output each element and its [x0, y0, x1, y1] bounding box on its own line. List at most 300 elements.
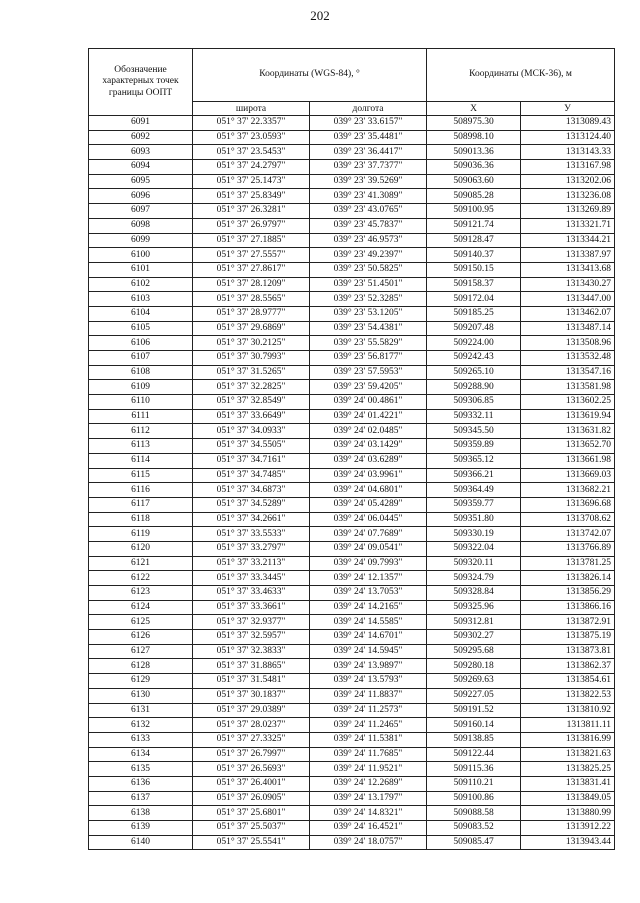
x-coordinate: 509242.43 [427, 351, 521, 366]
table-row [89, 776, 615, 791]
longitude: 039° 24' 13.9897" [310, 659, 427, 674]
point-id: 6117 [89, 497, 193, 512]
y-coordinate: 1313631.82 [521, 424, 615, 439]
latitude: 051° 37' 27.8617" [193, 262, 310, 277]
table-row [89, 365, 615, 380]
latitude: 051° 37' 26.4001" [193, 776, 310, 791]
table-row [89, 130, 615, 145]
latitude: 051° 37' 23.0593" [193, 130, 310, 145]
x-coordinate: 509128.47 [427, 233, 521, 248]
latitude: 051° 37' 28.1209" [193, 277, 310, 292]
header-msk: Координаты (МСК-36), м [427, 49, 615, 102]
latitude: 051° 37' 32.2825" [193, 380, 310, 395]
longitude: 039° 24' 14.2165" [310, 600, 427, 615]
table-row [89, 380, 615, 395]
x-coordinate: 509185.25 [427, 306, 521, 321]
page-number: 202 [310, 8, 330, 23]
point-id: 6119 [89, 527, 193, 542]
table-row [89, 395, 615, 410]
header-point: Обозначение характерных точек границы ООПТ [89, 49, 193, 116]
latitude: 051° 37' 31.8865" [193, 659, 310, 674]
x-coordinate: 509312.81 [427, 615, 521, 630]
point-id: 6113 [89, 439, 193, 454]
x-coordinate: 509085.28 [427, 189, 521, 204]
point-id: 6139 [89, 821, 193, 836]
longitude: 039° 23' 59.4205" [310, 380, 427, 395]
longitude: 039° 24' 09.7993" [310, 556, 427, 571]
table-row [89, 321, 615, 336]
y-coordinate: 1313124.40 [521, 130, 615, 145]
x-coordinate: 509140.37 [427, 248, 521, 263]
point-id: 6125 [89, 615, 193, 630]
y-coordinate: 1313810.92 [521, 703, 615, 718]
longitude: 039° 24' 12.2689" [310, 776, 427, 791]
table-row [89, 571, 615, 586]
latitude: 051° 37' 26.5693" [193, 762, 310, 777]
x-coordinate: 509351.80 [427, 512, 521, 527]
latitude: 051° 37' 33.3445" [193, 571, 310, 586]
y-coordinate: 1313708.62 [521, 512, 615, 527]
point-id: 6131 [89, 703, 193, 718]
latitude: 051° 37' 32.5957" [193, 630, 310, 645]
table-row [89, 116, 615, 131]
point-id: 6101 [89, 262, 193, 277]
table-row [89, 732, 615, 747]
point-id: 6100 [89, 248, 193, 263]
x-coordinate: 509160.14 [427, 718, 521, 733]
latitude: 051° 37' 32.9377" [193, 615, 310, 630]
table-row [89, 527, 615, 542]
point-id: 6129 [89, 674, 193, 689]
point-id: 6123 [89, 586, 193, 601]
longitude: 039° 23' 35.4481" [310, 130, 427, 145]
latitude: 051° 37' 34.2661" [193, 512, 310, 527]
latitude: 051° 37' 33.2797" [193, 541, 310, 556]
longitude: 039° 24' 09.0541" [310, 541, 427, 556]
x-coordinate: 509191.52 [427, 703, 521, 718]
y-coordinate: 1313872.91 [521, 615, 615, 630]
table-body [89, 116, 615, 850]
point-id: 6110 [89, 395, 193, 410]
table-row [89, 821, 615, 836]
header-wgs: Координаты (WGS-84), ° [193, 49, 427, 102]
y-coordinate: 1313856.29 [521, 586, 615, 601]
x-coordinate: 509207.48 [427, 321, 521, 336]
point-id: 6096 [89, 189, 193, 204]
table-row [89, 292, 615, 307]
longitude: 039° 23' 52.3285" [310, 292, 427, 307]
point-id: 6138 [89, 806, 193, 821]
x-coordinate: 509088.58 [427, 806, 521, 821]
y-coordinate: 1313547.16 [521, 365, 615, 380]
latitude: 051° 37' 28.5565" [193, 292, 310, 307]
x-coordinate: 509288.90 [427, 380, 521, 395]
point-id: 6137 [89, 791, 193, 806]
table-row [89, 145, 615, 160]
point-id: 6097 [89, 204, 193, 219]
latitude: 051° 37' 33.4633" [193, 586, 310, 601]
latitude: 051° 37' 32.8549" [193, 395, 310, 410]
header-x: X [427, 102, 521, 116]
x-coordinate: 509332.11 [427, 409, 521, 424]
table-row [89, 468, 615, 483]
point-id: 6106 [89, 336, 193, 351]
x-coordinate: 509036.36 [427, 160, 521, 175]
table-row [89, 659, 615, 674]
longitude: 039° 24' 11.8837" [310, 688, 427, 703]
x-coordinate: 509100.86 [427, 791, 521, 806]
header-lon: долгота [310, 102, 427, 116]
longitude: 039° 23' 43.0765" [310, 204, 427, 219]
table-row [89, 497, 615, 512]
longitude: 039° 24' 05.4289" [310, 497, 427, 512]
x-coordinate: 509013.36 [427, 145, 521, 160]
latitude: 051° 37' 25.5037" [193, 821, 310, 836]
y-coordinate: 1313652.70 [521, 439, 615, 454]
longitude: 039° 23' 33.6157" [310, 116, 427, 131]
longitude: 039° 24' 14.8321" [310, 806, 427, 821]
longitude: 039° 23' 50.5825" [310, 262, 427, 277]
longitude: 039° 23' 55.5829" [310, 336, 427, 351]
x-coordinate: 509280.18 [427, 659, 521, 674]
latitude: 051° 37' 26.3281" [193, 204, 310, 219]
point-id: 6108 [89, 365, 193, 380]
table-row [89, 351, 615, 366]
table-row [89, 306, 615, 321]
x-coordinate: 508975.30 [427, 116, 521, 131]
y-coordinate: 1313849.05 [521, 791, 615, 806]
point-id: 6136 [89, 776, 193, 791]
table-row [89, 791, 615, 806]
y-coordinate: 1313269.89 [521, 204, 615, 219]
table-row [89, 483, 615, 498]
longitude: 039° 24' 11.9521" [310, 762, 427, 777]
longitude: 039° 23' 56.8177" [310, 351, 427, 366]
table-row [89, 160, 615, 175]
y-coordinate: 1313413.68 [521, 262, 615, 277]
y-coordinate: 1313696.68 [521, 497, 615, 512]
y-coordinate: 1313854.61 [521, 674, 615, 689]
latitude: 051° 37' 26.9797" [193, 218, 310, 233]
longitude: 039° 24' 04.6801" [310, 483, 427, 498]
y-coordinate: 1313822.53 [521, 688, 615, 703]
point-id: 6098 [89, 218, 193, 233]
table-row [89, 630, 615, 645]
longitude: 039° 24' 03.9961" [310, 468, 427, 483]
y-coordinate: 1313661.98 [521, 453, 615, 468]
x-coordinate: 509115.36 [427, 762, 521, 777]
x-coordinate: 509365.12 [427, 453, 521, 468]
table-row [89, 204, 615, 219]
longitude: 039° 24' 03.1429" [310, 439, 427, 454]
y-coordinate: 1313831.41 [521, 776, 615, 791]
latitude: 051° 37' 34.6873" [193, 483, 310, 498]
latitude: 051° 37' 34.7485" [193, 468, 310, 483]
point-id: 6128 [89, 659, 193, 674]
table-row [89, 747, 615, 762]
table-row [89, 688, 615, 703]
latitude: 051° 37' 29.0389" [193, 703, 310, 718]
x-coordinate: 509366.21 [427, 468, 521, 483]
x-coordinate: 509138.85 [427, 732, 521, 747]
latitude: 051° 37' 27.5557" [193, 248, 310, 263]
latitude: 051° 37' 27.3325" [193, 732, 310, 747]
point-id: 6127 [89, 644, 193, 659]
table-row [89, 189, 615, 204]
table-row [89, 718, 615, 733]
y-coordinate: 1313742.07 [521, 527, 615, 542]
table-row [89, 174, 615, 189]
point-id: 6135 [89, 762, 193, 777]
latitude: 051° 37' 30.2125" [193, 336, 310, 351]
latitude: 051° 37' 26.7997" [193, 747, 310, 762]
x-coordinate: 509110.21 [427, 776, 521, 791]
table-row [89, 248, 615, 263]
y-coordinate: 1313487.14 [521, 321, 615, 336]
y-coordinate: 1313862.37 [521, 659, 615, 674]
x-coordinate: 509324.79 [427, 571, 521, 586]
x-coordinate: 509330.19 [427, 527, 521, 542]
y-coordinate: 1313873.81 [521, 644, 615, 659]
point-id: 6103 [89, 292, 193, 307]
x-coordinate: 509265.10 [427, 365, 521, 380]
x-coordinate: 509345.50 [427, 424, 521, 439]
table-row [89, 806, 615, 821]
longitude: 039° 24' 06.0445" [310, 512, 427, 527]
latitude: 051° 37' 25.6801" [193, 806, 310, 821]
point-id: 6114 [89, 453, 193, 468]
point-id: 6104 [89, 306, 193, 321]
longitude: 039° 24' 07.7689" [310, 527, 427, 542]
longitude: 039° 23' 46.9573" [310, 233, 427, 248]
y-coordinate: 1313143.33 [521, 145, 615, 160]
latitude: 051° 37' 22.3357" [193, 116, 310, 131]
point-id: 6122 [89, 571, 193, 586]
longitude: 039° 23' 36.4417" [310, 145, 427, 160]
latitude: 051° 37' 30.1837" [193, 688, 310, 703]
x-coordinate: 509364.49 [427, 483, 521, 498]
y-coordinate: 1313943.44 [521, 835, 615, 850]
x-coordinate: 508998.10 [427, 130, 521, 145]
x-coordinate: 509295.68 [427, 644, 521, 659]
y-coordinate: 1313826.14 [521, 571, 615, 586]
y-coordinate: 1313912.22 [521, 821, 615, 836]
latitude: 051° 37' 31.5265" [193, 365, 310, 380]
y-coordinate: 1313880.99 [521, 806, 615, 821]
point-id: 6126 [89, 630, 193, 645]
point-id: 6109 [89, 380, 193, 395]
x-coordinate: 509328.84 [427, 586, 521, 601]
y-coordinate: 1313089.43 [521, 116, 615, 131]
longitude: 039° 23' 39.5269" [310, 174, 427, 189]
y-coordinate: 1313430.27 [521, 277, 615, 292]
y-coordinate: 1313825.25 [521, 762, 615, 777]
point-id: 6120 [89, 541, 193, 556]
x-coordinate: 509325.96 [427, 600, 521, 615]
latitude: 051° 37' 23.5453" [193, 145, 310, 160]
x-coordinate: 509085.47 [427, 835, 521, 850]
longitude: 039° 23' 57.5953" [310, 365, 427, 380]
longitude: 039° 23' 45.7837" [310, 218, 427, 233]
point-id: 6105 [89, 321, 193, 336]
longitude: 039° 23' 37.7377" [310, 160, 427, 175]
x-coordinate: 509302.27 [427, 630, 521, 645]
point-id: 6121 [89, 556, 193, 571]
x-coordinate: 509224.00 [427, 336, 521, 351]
table-row [89, 556, 615, 571]
latitude: 051° 37' 24.2797" [193, 160, 310, 175]
table-row [89, 262, 615, 277]
y-coordinate: 1313821.63 [521, 747, 615, 762]
table-row [89, 512, 615, 527]
point-id: 6092 [89, 130, 193, 145]
longitude: 039° 23' 51.4501" [310, 277, 427, 292]
x-coordinate: 509122.44 [427, 747, 521, 762]
y-coordinate: 1313202.06 [521, 174, 615, 189]
longitude: 039° 24' 11.7685" [310, 747, 427, 762]
point-id: 6099 [89, 233, 193, 248]
longitude: 039° 24' 02.0485" [310, 424, 427, 439]
point-id: 6130 [89, 688, 193, 703]
x-coordinate: 509306.85 [427, 395, 521, 410]
table-row [89, 453, 615, 468]
table-row [89, 409, 615, 424]
point-id: 6115 [89, 468, 193, 483]
x-coordinate: 509121.74 [427, 218, 521, 233]
latitude: 051° 37' 27.1885" [193, 233, 310, 248]
table-row [89, 233, 615, 248]
table-row [89, 835, 615, 850]
table-row [89, 644, 615, 659]
longitude: 039° 23' 41.3089" [310, 189, 427, 204]
x-coordinate: 509083.52 [427, 821, 521, 836]
longitude: 039° 24' 03.6289" [310, 453, 427, 468]
x-coordinate: 509150.15 [427, 262, 521, 277]
x-coordinate: 509269.63 [427, 674, 521, 689]
point-id: 6094 [89, 160, 193, 175]
y-coordinate: 1313462.07 [521, 306, 615, 321]
longitude: 039° 24' 14.6701" [310, 630, 427, 645]
y-coordinate: 1313447.00 [521, 292, 615, 307]
x-coordinate: 509359.89 [427, 439, 521, 454]
longitude: 039° 23' 49.2397" [310, 248, 427, 263]
y-coordinate: 1313321.71 [521, 218, 615, 233]
point-id: 6111 [89, 409, 193, 424]
x-coordinate: 509359.77 [427, 497, 521, 512]
longitude: 039° 23' 53.1205" [310, 306, 427, 321]
y-coordinate: 1313508.96 [521, 336, 615, 351]
x-coordinate: 509320.11 [427, 556, 521, 571]
point-id: 6102 [89, 277, 193, 292]
longitude: 039° 24' 14.5945" [310, 644, 427, 659]
longitude: 039° 24' 11.2573" [310, 703, 427, 718]
y-coordinate: 1313236.08 [521, 189, 615, 204]
point-id: 6116 [89, 483, 193, 498]
point-id: 6134 [89, 747, 193, 762]
point-id: 6132 [89, 718, 193, 733]
y-coordinate: 1313669.03 [521, 468, 615, 483]
longitude: 039° 24' 18.0757" [310, 835, 427, 850]
y-coordinate: 1313581.98 [521, 380, 615, 395]
latitude: 051° 37' 32.3833" [193, 644, 310, 659]
table-row [89, 762, 615, 777]
table-row [89, 277, 615, 292]
latitude: 051° 37' 26.0905" [193, 791, 310, 806]
latitude: 051° 37' 31.5481" [193, 674, 310, 689]
point-id: 6095 [89, 174, 193, 189]
point-id: 6133 [89, 732, 193, 747]
coordinates-table [88, 48, 615, 850]
y-coordinate: 1313875.19 [521, 630, 615, 645]
y-coordinate: 1313781.25 [521, 556, 615, 571]
latitude: 051° 37' 34.5505" [193, 439, 310, 454]
longitude: 039° 24' 13.5793" [310, 674, 427, 689]
y-coordinate: 1313811.11 [521, 718, 615, 733]
latitude: 051° 37' 33.5533" [193, 527, 310, 542]
longitude: 039° 24' 00.4861" [310, 395, 427, 410]
x-coordinate: 509063.60 [427, 174, 521, 189]
point-id: 6140 [89, 835, 193, 850]
latitude: 051° 37' 34.7161" [193, 453, 310, 468]
x-coordinate: 509172.04 [427, 292, 521, 307]
longitude: 039° 24' 13.1797" [310, 791, 427, 806]
table-row [89, 600, 615, 615]
longitude: 039° 23' 54.4381" [310, 321, 427, 336]
latitude: 051° 37' 34.0933" [193, 424, 310, 439]
point-id: 6091 [89, 116, 193, 131]
longitude: 039° 24' 16.4521" [310, 821, 427, 836]
table-row [89, 541, 615, 556]
y-coordinate: 1313167.98 [521, 160, 615, 175]
header-lat: широта [193, 102, 310, 116]
y-coordinate: 1313387.97 [521, 248, 615, 263]
latitude: 051° 37' 25.8349" [193, 189, 310, 204]
longitude: 039° 24' 01.4221" [310, 409, 427, 424]
longitude: 039° 24' 11.2465" [310, 718, 427, 733]
point-id: 6107 [89, 351, 193, 366]
latitude: 051° 37' 33.6649" [193, 409, 310, 424]
latitude: 051° 37' 34.5289" [193, 497, 310, 512]
table-row [89, 674, 615, 689]
longitude: 039° 24' 13.7053" [310, 586, 427, 601]
y-coordinate: 1313766.89 [521, 541, 615, 556]
point-id: 6118 [89, 512, 193, 527]
table-row [89, 703, 615, 718]
longitude: 039° 24' 12.1357" [310, 571, 427, 586]
latitude: 051° 37' 30.7993" [193, 351, 310, 366]
longitude: 039° 24' 11.5381" [310, 732, 427, 747]
x-coordinate: 509158.37 [427, 277, 521, 292]
longitude: 039° 24' 14.5585" [310, 615, 427, 630]
table-row [89, 218, 615, 233]
point-id: 6093 [89, 145, 193, 160]
latitude: 051° 37' 33.2113" [193, 556, 310, 571]
table-row [89, 586, 615, 601]
table-row [89, 424, 615, 439]
y-coordinate: 1313816.99 [521, 732, 615, 747]
y-coordinate: 1313344.21 [521, 233, 615, 248]
latitude: 051° 37' 28.9777" [193, 306, 310, 321]
table-row [89, 336, 615, 351]
latitude: 051° 37' 29.6869" [193, 321, 310, 336]
point-id: 6112 [89, 424, 193, 439]
table-row [89, 439, 615, 454]
x-coordinate: 509227.05 [427, 688, 521, 703]
latitude: 051° 37' 25.1473" [193, 174, 310, 189]
table-row [89, 615, 615, 630]
y-coordinate: 1313619.94 [521, 409, 615, 424]
x-coordinate: 509100.95 [427, 204, 521, 219]
